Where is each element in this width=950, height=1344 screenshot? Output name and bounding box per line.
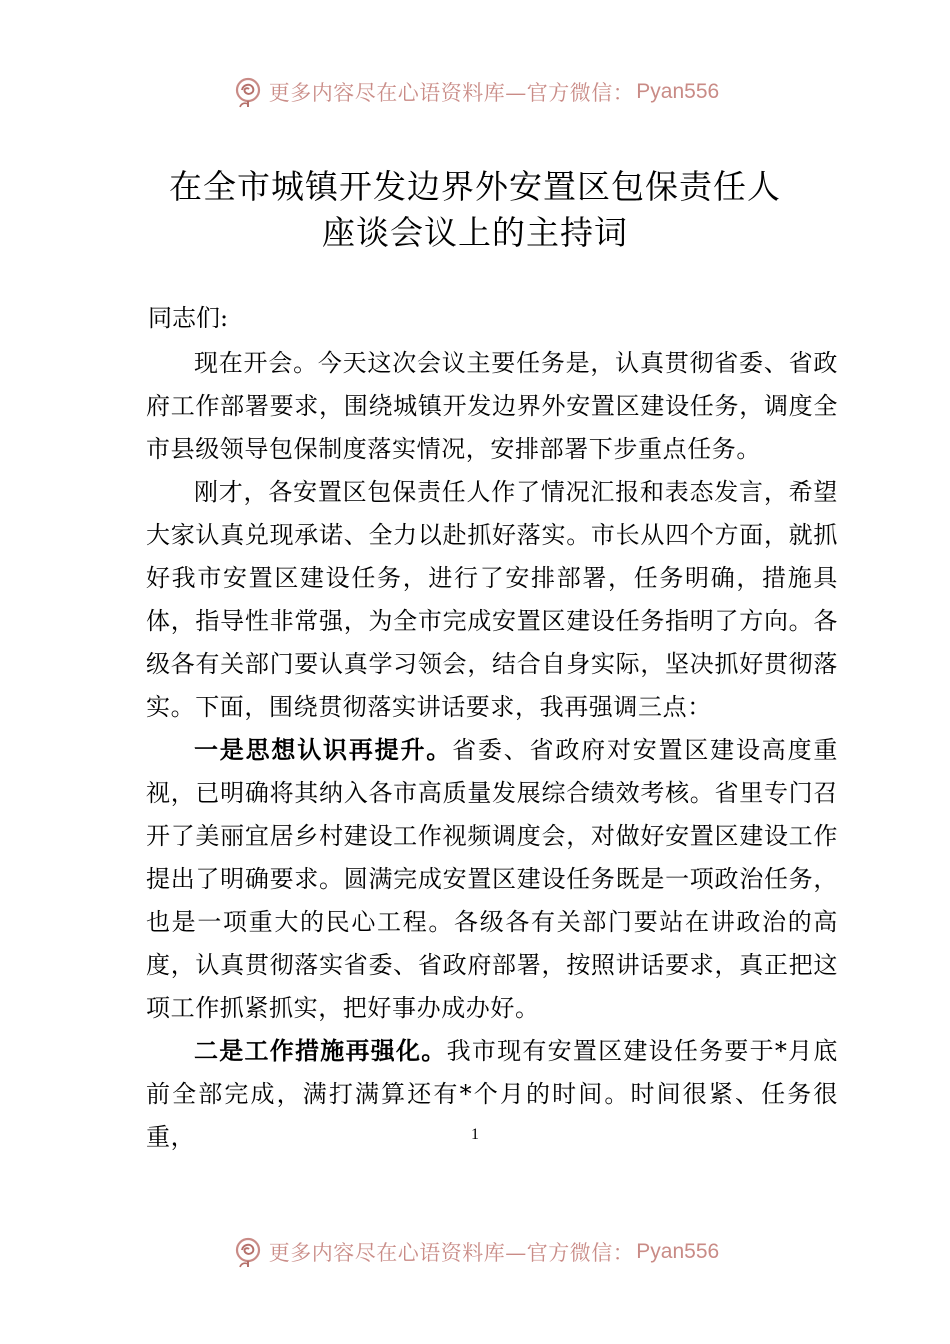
document-title-line-2: 座谈会议上的主持词 <box>322 213 628 252</box>
paragraph-lead-heading: 二是工作措施再强化。 <box>194 1037 447 1065</box>
paragraph-2 <box>146 471 838 729</box>
paragraph-3 <box>146 729 838 1030</box>
watermark-wechat-id: Pyan556 <box>636 1240 720 1263</box>
page-number: 1 <box>471 1126 479 1143</box>
watermark-text: 更多内容尽在心语资料库—官方微信： <box>268 81 635 105</box>
salutation: 同志们: <box>148 304 229 332</box>
paragraph-text: 省委、省政府对安置区建设高度重视，已明确将其纳入各市高质量发展综合绩效考核。省里专门召开了美丽宜居乡村建设工作视频调度会，对做好安置区建设工作提出了明确要求。圆满完成安置区建设任务既是一项政治任务，也是一项重大的民心工程。各级各有关部门要站在讲政治的高度，认真贯彻落实省委、省政府部署，按照讲话要求，真正把这项工作抓紧抓实，把好事办成办好。 <box>146 736 839 1022</box>
rose-flower-icon <box>231 1235 265 1269</box>
watermark-wechat-id: Pyan556 <box>636 80 720 103</box>
document-body <box>146 342 838 1159</box>
watermark-footer <box>0 1232 950 1272</box>
watermark-header <box>0 72 950 112</box>
paragraph-text: 刚才，各安置区包保责任人作了情况汇报和表态发言，希望大家认真兑现承诺、全力以赴抓好落实。市长从四个方面，就抓好我市安置区建设任务，进行了安排部署，任务明确，措施具体，指导性非常强，为全市完成安置区建设任务指明了方向。各级各有关部门要认真学习领会，结合自身实际，坚决抓好贯彻落实。下面，围绕贯彻落实讲话要求，我再强调三点： <box>146 478 838 721</box>
paragraph-text: 现在开会。今天这次会议主要任务是，认真贯彻省委、省政府工作部署要求，围绕城镇开发边界外安置区建设任务，调度全市县级领导包保制度落实情况，安排部署下步重点任务。 <box>146 349 838 463</box>
watermark-text: 更多内容尽在心语资料库—官方微信： <box>268 1241 635 1265</box>
document-title-line-1: 在全市城镇开发边界外安置区包保责任人 <box>169 167 781 206</box>
paragraph-text: 我市现有安置区建设任务要于*月底前全部完成，满打满算还有*个月的时间。时间很紧、任务很重， <box>146 1037 838 1151</box>
paragraph-1 <box>146 342 838 471</box>
paragraph-lead-heading: 一是思想认识再提升。 <box>194 736 453 764</box>
rose-flower-icon <box>231 75 265 109</box>
